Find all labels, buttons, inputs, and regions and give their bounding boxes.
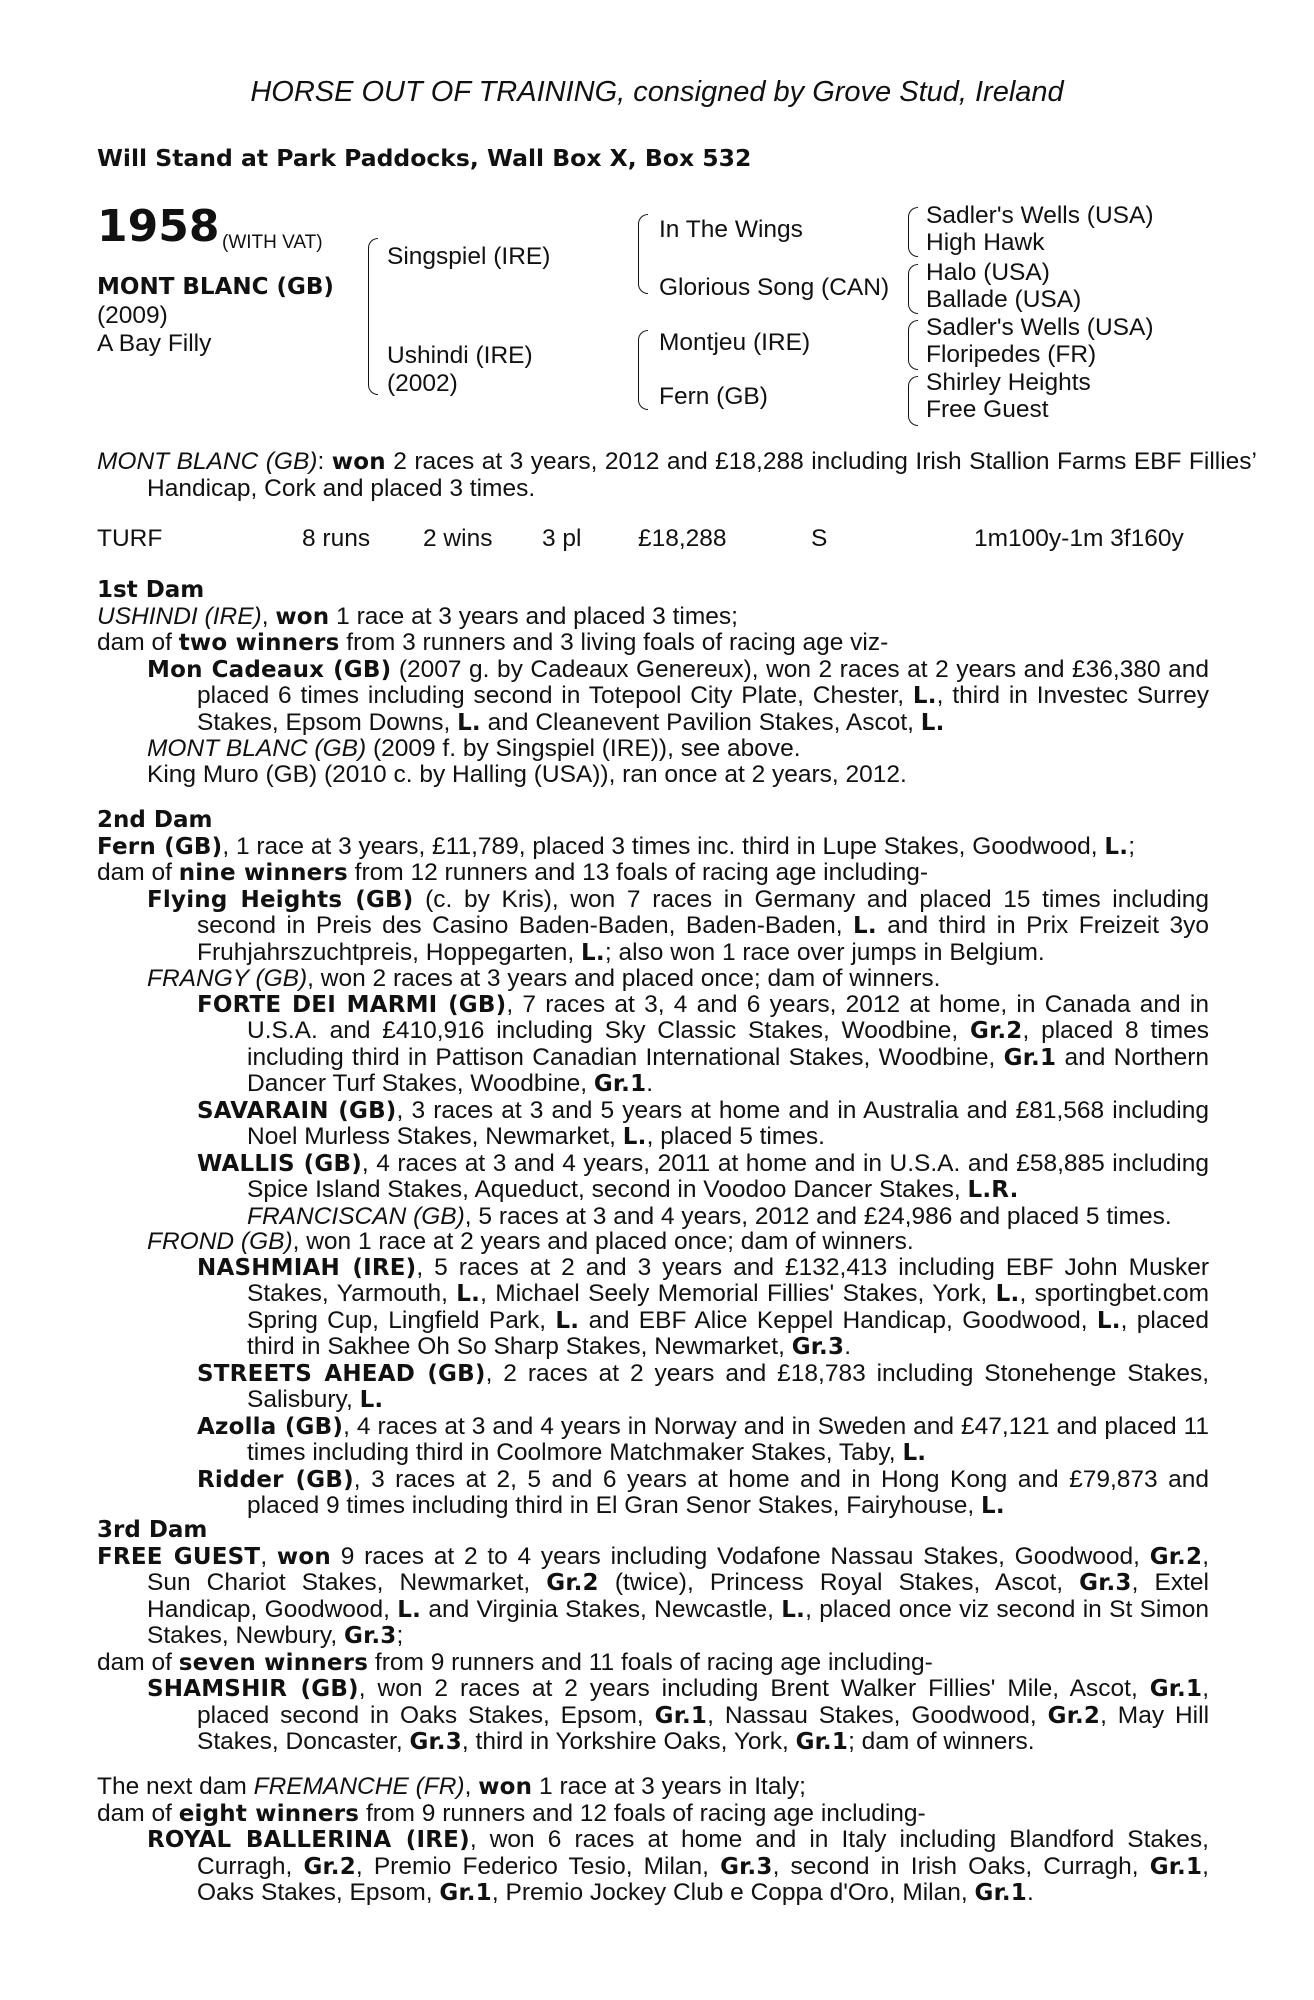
pedigree-brace	[908, 264, 918, 314]
text-run: Gr.1	[1149, 1853, 1203, 1880]
text-run: , Sun Chariot Stakes, Newmarket,	[147, 1542, 1209, 1596]
progeny-entry	[97, 1151, 1209, 1204]
summary-name: MONT BLANC (GB)	[97, 448, 318, 475]
sire: Singspiel (IRE)	[387, 243, 551, 270]
text-run: L.	[902, 1440, 927, 1466]
text-run: L.	[995, 1281, 1020, 1307]
text: dam of	[97, 629, 179, 656]
text-run: and EBF Alice Keppel Handicap, Goodwood,	[579, 1306, 1097, 1334]
text-run: Gr.3	[791, 1334, 845, 1360]
text-run: Gr.1	[439, 1880, 492, 1906]
horse-year: (2009)	[97, 302, 168, 329]
progeny-entry	[97, 1255, 1209, 1361]
text-run: Flying Heights (GB)	[147, 886, 414, 913]
text-run: L.	[359, 1387, 384, 1413]
dam-sire: Montjeu (IRE)	[659, 329, 811, 356]
text-run: , placed third in Sakhee Oh So Sharp Stakes, Newmarket,	[247, 1306, 1210, 1360]
text-run: FRANGY (GB)	[147, 965, 308, 992]
text-run: SAVARAIN (GB)	[197, 1097, 397, 1124]
text-run: L.	[397, 1596, 422, 1623]
text-run: , second in Irish Oaks, Curragh,	[772, 1852, 1150, 1880]
text-run: STREETS AHEAD (GB)	[197, 1360, 486, 1387]
text-run: dam of	[97, 1799, 179, 1827]
dam-name: USHINDI (IRE)	[97, 602, 262, 630]
pedigree-brace	[908, 376, 918, 426]
text-run: FROND (GB)	[147, 1228, 293, 1255]
progeny-entry	[97, 762, 1209, 788]
text-run: ROYAL BALLERINA (IRE)	[147, 1827, 470, 1853]
text-run: Gr.1	[1003, 1044, 1057, 1071]
text-line	[97, 1650, 1209, 1677]
text-run: , 7 races at 3, 4 and 6 years, 2012 at home, in Canada and in U.S.A. and £410,916 including Sky Classic Stakes, Woodbine,	[247, 990, 1209, 1044]
text-run: Gr.3	[409, 1729, 462, 1755]
ddd: Free Guest	[926, 396, 1049, 423]
text-run: Gr.2	[1047, 1702, 1101, 1729]
text-run: .	[646, 1070, 654, 1097]
race-summary: MONT BLANC (GB): won 2 races at 3 years, 2012 and £18,288 including Irish Stallion Farms EBF Fillies’ Handicap, Cork and placed 3 times.	[97, 448, 1257, 502]
text-line	[97, 630, 1209, 657]
text-run: Gr.1	[593, 1071, 647, 1097]
text-run: , 2 races at 2 years and £18,783 including Stonehenge Stakes, Salisbury,	[247, 1359, 1210, 1413]
dam-name: FREMANCHE (FR)	[253, 1773, 465, 1800]
text-run: and Cleanevent Pavilion Stakes, Ascot,	[480, 708, 921, 736]
text-run: ;	[1128, 832, 1136, 860]
winners-count: eight winners	[178, 1800, 360, 1827]
text-run: dam of	[97, 1648, 179, 1676]
text-run: , Oaks Stakes, Epsom,	[197, 1852, 1209, 1906]
progeny-entry	[97, 1414, 1209, 1467]
text-run: (twice), Princess Royal Stakes, Ascot,	[598, 1569, 1080, 1596]
dss: Sadler's Wells (USA)	[926, 314, 1154, 341]
sire-dam: Glorious Song (CAN)	[659, 274, 890, 301]
text-run: L.	[852, 913, 877, 939]
second-dam-section	[97, 808, 1209, 1520]
section-heading: 1st Dam	[97, 577, 205, 603]
pedigree-brace	[638, 330, 648, 410]
text-run: L.	[1104, 833, 1129, 860]
dam-dam: Fern (GB)	[659, 383, 768, 410]
text-run: The next dam	[97, 1773, 254, 1800]
sire-sire: In The Wings	[659, 216, 803, 243]
text-run: won	[478, 1774, 533, 1800]
text-run: Gr.1	[1149, 1676, 1203, 1702]
text-run: Mon Cadeaux (GB)	[147, 656, 392, 683]
progeny-entry	[97, 1098, 1209, 1151]
next-dam-section	[97, 1774, 1209, 1907]
progeny-entry	[97, 657, 1209, 737]
text-run: ; also won 1 race over jumps in Belgium.	[604, 938, 1045, 966]
text-run: Gr.1	[795, 1729, 849, 1755]
pedigree-brace	[908, 320, 918, 370]
text-run	[197, 1203, 247, 1230]
text-run: 9 races at 2 to 4 years including Vodafone Nassau Stakes, Goodwood,	[330, 1542, 1150, 1570]
text-run: .	[1026, 1879, 1034, 1906]
winners-count: nine winners	[178, 860, 348, 886]
text-run: (2007 g. by Cadeaux Genereux), won 2 races at 2 years and £36,380 and placed 6 times including second in Totepool City Plate, Chester,	[197, 655, 1210, 709]
text-run: L.	[920, 709, 945, 736]
won-label: won	[331, 449, 386, 475]
progeny-entry	[97, 1229, 1209, 1255]
text-run: Gr.1	[654, 1702, 708, 1729]
text-run: ;	[396, 1622, 404, 1649]
horse-name: MONT BLANC (GB)	[97, 274, 334, 300]
text-run: NASHMIAH (IRE)	[197, 1254, 417, 1281]
horse-description: A Bay Filly	[97, 330, 212, 357]
text-run: , placed second in Oaks Stakes, Epsom,	[197, 1675, 1210, 1729]
dam-name: FREE GUEST	[97, 1543, 261, 1570]
text-run: and Virginia Stakes, Newcastle,	[421, 1595, 782, 1623]
text-run: Gr.2	[303, 1853, 356, 1880]
text-run: L.	[622, 1124, 647, 1150]
progeny-entry	[97, 966, 1209, 992]
section-heading: 2nd Dam	[97, 807, 213, 833]
text-run: won	[276, 1543, 331, 1570]
text-run: from 9 runners and 12 foals of racing age including-	[359, 1799, 926, 1827]
progeny-entry	[97, 887, 1209, 967]
pedigree-brace	[368, 238, 378, 395]
lot-number: 1958	[97, 201, 220, 252]
dsd: Floripedes (FR)	[926, 341, 1097, 368]
text-line	[97, 860, 1209, 887]
text-run: , 5 races at 2 and 3 years and £132,413 including EBF John Musker Stakes, Yarmouth,	[247, 1253, 1209, 1307]
text-run: WALLIS (GB)	[197, 1150, 362, 1177]
text-line: USHINDI (IRE), won 1 race at 3 years and placed 3 times;	[97, 602, 738, 630]
turf-distance: 1m100y-1m 3f160y	[974, 525, 1184, 552]
text-run: , Premio Jockey Club e Coppa d'Oro, Milan,	[491, 1879, 975, 1906]
text-line: The next dam FREMANCHE (FR), won 1 race at 3 years in Italy;	[97, 1773, 806, 1800]
dam: Ushindi (IRE)	[387, 342, 533, 369]
text-run: ; dam of winners.	[848, 1728, 1035, 1755]
text-run: , placed once viz second in St Simon Stakes, Newbury,	[147, 1595, 1210, 1649]
dam-year: (2002)	[387, 370, 458, 397]
text-line: FREE GUEST, won 9 races at 2 to 4 years including Vodafone Nassau Stakes, Goodwood, Gr.2, Sun Chariot Stakes, Newmarket, Gr.2 (twice), Princess Royal Stakes, Ascot, Gr.3, Extel Handicap, Goodwood, L. and Virginia Stakes, Newcastle, L., placed once viz second in St Simon Stakes, Newbury, Gr.3;	[97, 1542, 1210, 1649]
text-run: , Extel Handicap, Goodwood,	[147, 1569, 1209, 1623]
first-dam-section	[97, 578, 1209, 787]
dds: Shirley Heights	[926, 369, 1091, 396]
text-run: and third in Prix Freizeit 3yo Fruhjahrszuchtpreis, Hoppegarten,	[197, 912, 1209, 966]
text-run: , placed 8 times including third in Pattison Canadian International Stakes, Woodbine,	[247, 1017, 1209, 1071]
text-run: , May Hill Stakes, Doncaster,	[197, 1701, 1210, 1755]
turf-going: S	[811, 525, 828, 552]
text: 1 race at 3 years and placed 3 times;	[329, 602, 738, 630]
text-run: and Northern Dancer Turf Stakes, Woodbine,	[247, 1043, 1209, 1097]
text-line	[97, 834, 1209, 861]
text-run: , Premio Federico Tesio, Milan,	[355, 1852, 721, 1880]
text-run: , third in Investec Surrey Stakes, Epsom Downs,	[197, 682, 1209, 736]
text-run: 1 race at 3 years in Italy;	[532, 1773, 806, 1800]
turf-wins: 2 wins	[423, 525, 493, 552]
text-run: Gr.2	[1149, 1543, 1203, 1570]
text-run: L.	[457, 709, 481, 736]
winners-count: seven winners	[178, 1649, 369, 1676]
text-run: Gr.2	[970, 1018, 1023, 1044]
progeny-entry	[97, 736, 1209, 762]
turf-record	[97, 526, 1207, 552]
text-run: L.R.	[967, 1177, 1019, 1203]
text-run: , third in Yorkshire Oaks, York,	[461, 1728, 796, 1755]
text-run: (c. by Kris), won 7 races in Germany and placed 15 times including second in Preis des Casino Baden-Baden, Baden-Baden,	[197, 885, 1210, 939]
progeny-entry	[97, 1204, 1209, 1230]
text-run: , won 2 races at 3 years and placed once; dam of winners.	[307, 965, 941, 992]
text-run: dam of	[97, 859, 179, 886]
page-title: HORSE OUT OF TRAINING, consigned by Grove Stud, Ireland	[250, 76, 1064, 108]
text-run: (2009 f. by Singspiel (IRE)), see above.	[366, 735, 801, 762]
vat-note: (WITH VAT)	[222, 232, 323, 253]
text-run: , Michael Seely Memorial Fillies' Stakes, York,	[480, 1280, 996, 1307]
pedigree-brace	[638, 214, 648, 294]
third-dam-section	[97, 1518, 1209, 1756]
stand-location: Will Stand at Park Paddocks, Wall Box X, Box 532	[97, 144, 752, 172]
won-label: won	[275, 603, 330, 630]
progeny-entry	[97, 992, 1209, 1098]
text-run: Gr.2	[546, 1570, 599, 1596]
winners-count: two winners	[178, 630, 340, 656]
section-heading: 3rd Dam	[97, 1517, 208, 1543]
text-run: , won 6 races at home and in Italy including Blandford Stakes, Curragh,	[197, 1826, 1209, 1880]
ssd: High Hawk	[926, 229, 1045, 256]
text-run: , 4 races at 3 and 4 years, 2011 at home and in U.S.A. and £58,885 including Spice Island Stakes, Aqueduct, second in Voodoo Dancer Stakes,	[247, 1149, 1209, 1203]
text-line	[97, 1801, 1209, 1828]
text-run: from 12 runners and 13 foals of racing age including-	[347, 859, 929, 886]
sss: Sadler's Wells (USA)	[926, 202, 1154, 229]
dam-name: Fern (GB)	[97, 833, 223, 860]
progeny-entry	[97, 1676, 1209, 1756]
text-run: , Nassau Stakes, Goodwood,	[707, 1701, 1048, 1729]
text-run: L.	[1096, 1307, 1121, 1334]
progeny-entry	[97, 1361, 1209, 1414]
sds: Halo (USA)	[926, 259, 1050, 286]
text-run: L.	[581, 939, 605, 966]
text-run: Gr.3	[343, 1623, 397, 1649]
text-run: , 1 race at 3 years, £11,789, placed 3 times inc. third in Lupe Stakes, Goodwood,	[222, 832, 1105, 860]
text-run: SHAMSHIR (GB)	[147, 1676, 359, 1702]
text-run: , 3 races at 2, 5 and 6 years at home and in Hong Kong and £79,873 and placed 9 times including third in El Gran Senor Stakes, Fairyhouse,	[247, 1465, 1209, 1519]
text-run: L.	[555, 1307, 580, 1334]
turf-prize: £18,288	[638, 525, 727, 552]
text-run: , 3 races at 3 and 5 years at home and in Australia and £81,568 including Noel Murless Stakes, Newmarket,	[247, 1096, 1210, 1150]
text-run: L.	[981, 1493, 1005, 1519]
turf-label: TURF	[97, 525, 163, 552]
text-run: MONT BLANC (GB)	[147, 735, 367, 762]
text-run: Azolla (GB)	[197, 1413, 344, 1440]
summary-text: 2 races at 3 years, 2012 and £18,288 including Irish Stallion Farms EBF Fillies’ Handicap, Cork and placed 3 times.	[147, 448, 1257, 502]
text-run: , 4 races at 3 and 4 years in Norway and in Sweden and £47,121 and placed 11 times including third in Coolmore Matchmaker Stakes, Taby,	[247, 1412, 1210, 1466]
progeny-entry	[97, 1827, 1209, 1907]
text-run: L.	[912, 683, 937, 709]
text-run: from 9 runners and 11 foals of racing age including-	[368, 1648, 933, 1676]
turf-placed: 3 pl	[542, 525, 582, 552]
text-run: , sportingbet.com Spring Cup, Lingfield Park,	[247, 1280, 1209, 1334]
text: from 3 runners and 3 living foals of racing age viz-	[339, 629, 889, 656]
text-run: FORTE DEI MARMI (GB)	[197, 991, 507, 1018]
text-run: L.	[456, 1281, 481, 1307]
text-run: L.	[781, 1596, 806, 1623]
progeny-entry	[97, 1467, 1209, 1520]
text-run: , won 2 races at 2 years including Brent Walker Fillies' Mile, Ascot,	[358, 1675, 1150, 1702]
text-run: , 5 races at 3 and 4 years, 2012 and £24,986 and placed 5 times.	[464, 1202, 1172, 1230]
text-run: .	[844, 1333, 852, 1360]
pedigree-brace	[908, 207, 918, 257]
text-run: Gr.1	[974, 1880, 1027, 1906]
text-run: Gr.3	[1079, 1570, 1132, 1596]
turf-runs: 8 runs	[302, 525, 371, 552]
text-run: Gr.3	[720, 1853, 773, 1880]
text-run: , placed 5 times.	[646, 1123, 825, 1150]
text-run: FRANCISCAN (GB)	[247, 1202, 465, 1230]
text-run: Ridder (GB)	[197, 1466, 354, 1493]
text-run: King Muro (GB) (2010 c. by Halling (USA)), ran once at 2 years, 2012.	[147, 760, 907, 788]
text-run: , won 1 race at 2 years and placed once; dam of winners.	[292, 1228, 914, 1255]
sdd: Ballade (USA)	[926, 286, 1082, 313]
